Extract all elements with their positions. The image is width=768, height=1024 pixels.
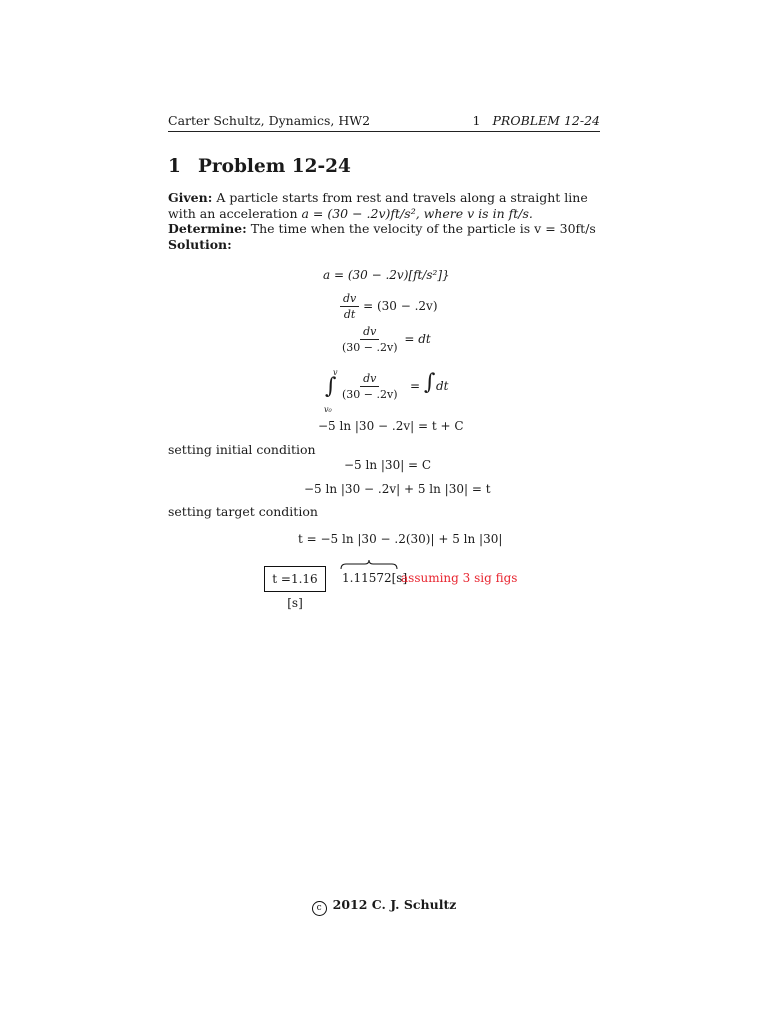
fraction-denominator: dt	[343, 308, 356, 321]
equation-8: t = −5 ln |30 − .2(30)| + 5 ln |30|	[298, 532, 503, 546]
given-formula: a = (30 − .2v)ft/s², where v is in ft/s.	[301, 205, 533, 221]
equation-3	[339, 325, 431, 354]
section-title: Problem 12-24	[198, 156, 351, 177]
section-number: 1	[168, 156, 181, 177]
given-text: A particle starts from rest and travels along a straight line with an acceleration	[168, 190, 588, 221]
unrounded-answer: 1.11572[s]	[342, 571, 408, 585]
target-condition-label: setting target condition	[168, 504, 318, 519]
fraction-integrand	[339, 372, 401, 401]
equation-2	[340, 292, 438, 321]
equation-3-rhs: = dt	[404, 332, 431, 346]
integral-upper-limit: v	[333, 368, 338, 377]
copyright-footer	[0, 897, 768, 916]
copyright-icon: c	[312, 901, 327, 916]
header-section-number: 1	[472, 113, 481, 128]
fraction-denominator: (30 − .2v)	[342, 341, 398, 354]
determine-paragraph	[168, 221, 600, 237]
integral-sign-icon: ∫	[424, 370, 436, 395]
fraction-denominator: (30 − .2v)	[342, 388, 398, 401]
fraction-numerator: dv	[340, 292, 359, 307]
fraction-numerator: dv	[360, 372, 379, 387]
header-section-name: PROBLEM 12-24	[492, 113, 600, 128]
equation-2-rhs: = (30 − .2v)	[363, 299, 438, 313]
overbrace-icon	[340, 560, 398, 570]
fraction-dv-dt	[340, 292, 359, 321]
integral-lower-limit: v₀	[324, 405, 332, 414]
initial-condition-label: setting initial condition	[168, 442, 316, 457]
equation-7: −5 ln |30 − .2v| + 5 ln |30| = t	[304, 482, 491, 496]
determine-label: Determine:	[168, 221, 247, 236]
fraction-dv-over	[339, 325, 401, 354]
equation-4-dt: dt	[436, 379, 449, 393]
equation-4	[322, 366, 472, 412]
fraction-numerator: dv	[360, 325, 379, 340]
header-right	[473, 113, 600, 129]
section-heading	[168, 156, 351, 178]
equation-6: −5 ln |30| = C	[344, 458, 432, 472]
running-header	[168, 113, 600, 132]
solution-label-text: Solution:	[168, 237, 232, 252]
given-paragraph	[168, 190, 600, 221]
given-label: Given:	[168, 190, 213, 205]
equation-1: a = (30 − .2v)[ft/s²]}	[323, 268, 450, 282]
sig-figs-note: assuming 3 sig figs	[401, 571, 518, 585]
equation-5: −5 ln |30 − .2v| = t + C	[318, 419, 464, 433]
header-left: Carter Schultz, Dynamics, HW2	[168, 113, 371, 128]
boxed-answer: t =1.16 [s]	[264, 566, 326, 592]
determine-text: The time when the velocity of the particle is v = 30ft/s	[250, 221, 596, 236]
integral-sign-icon: ∫	[325, 374, 337, 399]
equation-4-equals: =	[410, 379, 421, 393]
solution-label	[168, 237, 600, 253]
copyright-text: 2012 C. J. Schultz	[332, 897, 457, 912]
